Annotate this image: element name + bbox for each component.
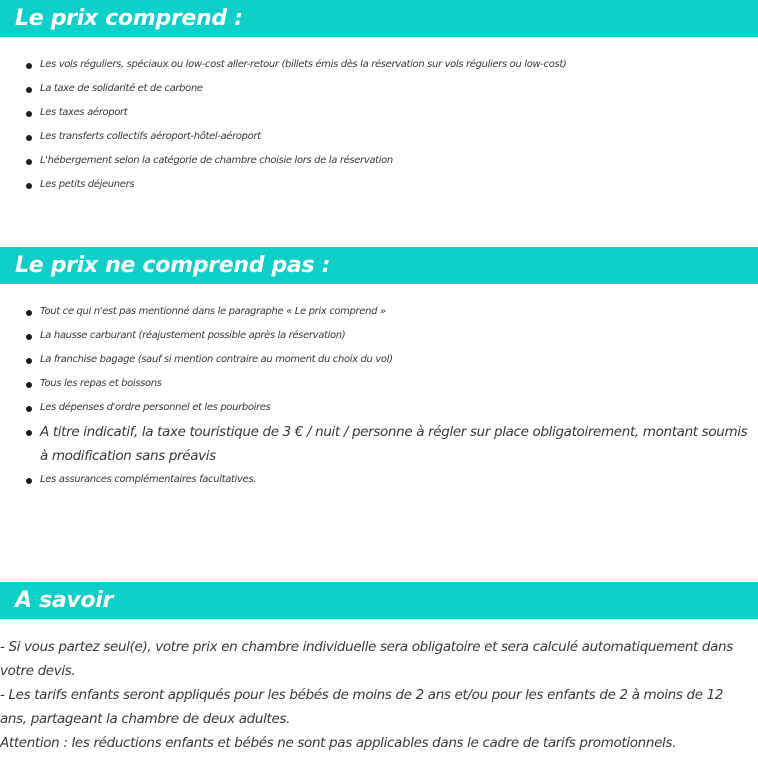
included-section-header — [0, 0, 758, 37]
included-section-title: Le prix comprend : — [15, 6, 243, 31]
bullet-icon — [26, 159, 32, 165]
list-item — [0, 77, 758, 101]
bullet-icon — [26, 358, 32, 364]
list-item — [0, 53, 758, 77]
included-list — [0, 53, 758, 197]
bullet-icon — [26, 183, 32, 189]
list-item-text: Les taxes aéroport — [40, 107, 128, 118]
info-section-header — [0, 582, 758, 619]
bullet-icon — [26, 63, 32, 69]
list-item — [0, 372, 758, 396]
list-item — [0, 149, 758, 173]
list-item-text: Les transferts collectifs aéroport-hôtel-aéroport — [40, 131, 261, 142]
excluded-section-header — [0, 247, 758, 284]
list-item — [0, 396, 758, 420]
list-item — [0, 420, 758, 468]
list-item-text: La hausse carburant (réajustement possible après la réservation) — [40, 330, 346, 341]
bullet-icon — [26, 382, 32, 388]
list-item-text: Tout ce qui n'est pas mentionné dans le paragraphe « Le prix comprend » — [40, 306, 386, 317]
info-note: - Les tarifs enfants seront appliqués pour les bébés de moins de 2 ans et/ou pour les enfants de 2 à moins de 12 ans, partageant la chambre de deux adultes. — [0, 687, 724, 727]
bullet-icon — [26, 406, 32, 412]
excluded-section-title: Le prix ne comprend pas : — [15, 253, 331, 278]
bullet-icon — [26, 135, 32, 141]
info-note: Attention : les réductions enfants et bébés ne sont pas applicables dans le cadre de tarifs promotionnels. — [0, 735, 677, 751]
bullet-icon — [26, 310, 32, 316]
bullet-icon — [26, 478, 32, 484]
list-item — [0, 300, 758, 324]
info-notes — [0, 635, 752, 755]
list-item-text: Tous les repas et boissons — [40, 378, 162, 389]
bullet-icon — [26, 430, 32, 436]
bullet-icon — [26, 111, 32, 117]
list-item — [0, 173, 758, 197]
list-item — [0, 324, 758, 348]
list-item-text: Les vols réguliers, spéciaux ou low-cost aller-retour (billets émis dès la réservation sur vols réguliers ou low-cost) — [40, 59, 567, 70]
bullet-icon — [26, 334, 32, 340]
list-item-text: Les petits déjeuners — [40, 179, 135, 190]
info-section-title: A savoir — [15, 588, 114, 613]
list-item-text: La franchise bagage (sauf si mention contraire au moment du choix du vol) — [40, 354, 393, 365]
excluded-list — [0, 300, 758, 492]
list-item — [0, 101, 758, 125]
list-item-text: Les assurances complémentaires facultatives. — [40, 474, 257, 485]
bullet-icon — [26, 87, 32, 93]
list-item — [0, 125, 758, 149]
list-item — [0, 468, 758, 492]
list-item-text: A titre indicatif, la taxe touristique de 3 € / nuit / personne à régler sur place obligatoirement, montant soumis à modification sans préavis — [40, 424, 748, 464]
list-item — [0, 348, 758, 372]
list-item-text: Les dépenses d'ordre personnel et les pourboires — [40, 402, 271, 413]
info-note: - Si vous partez seul(e), votre prix en chambre individuelle sera obligatoire et sera calculé automatiquement dans votre devis. — [0, 639, 733, 679]
list-item-text: La taxe de solidarité et de carbone — [40, 83, 203, 94]
list-item-text: L'hébergement selon la catégorie de chambre choisie lors de la réservation — [40, 155, 393, 166]
